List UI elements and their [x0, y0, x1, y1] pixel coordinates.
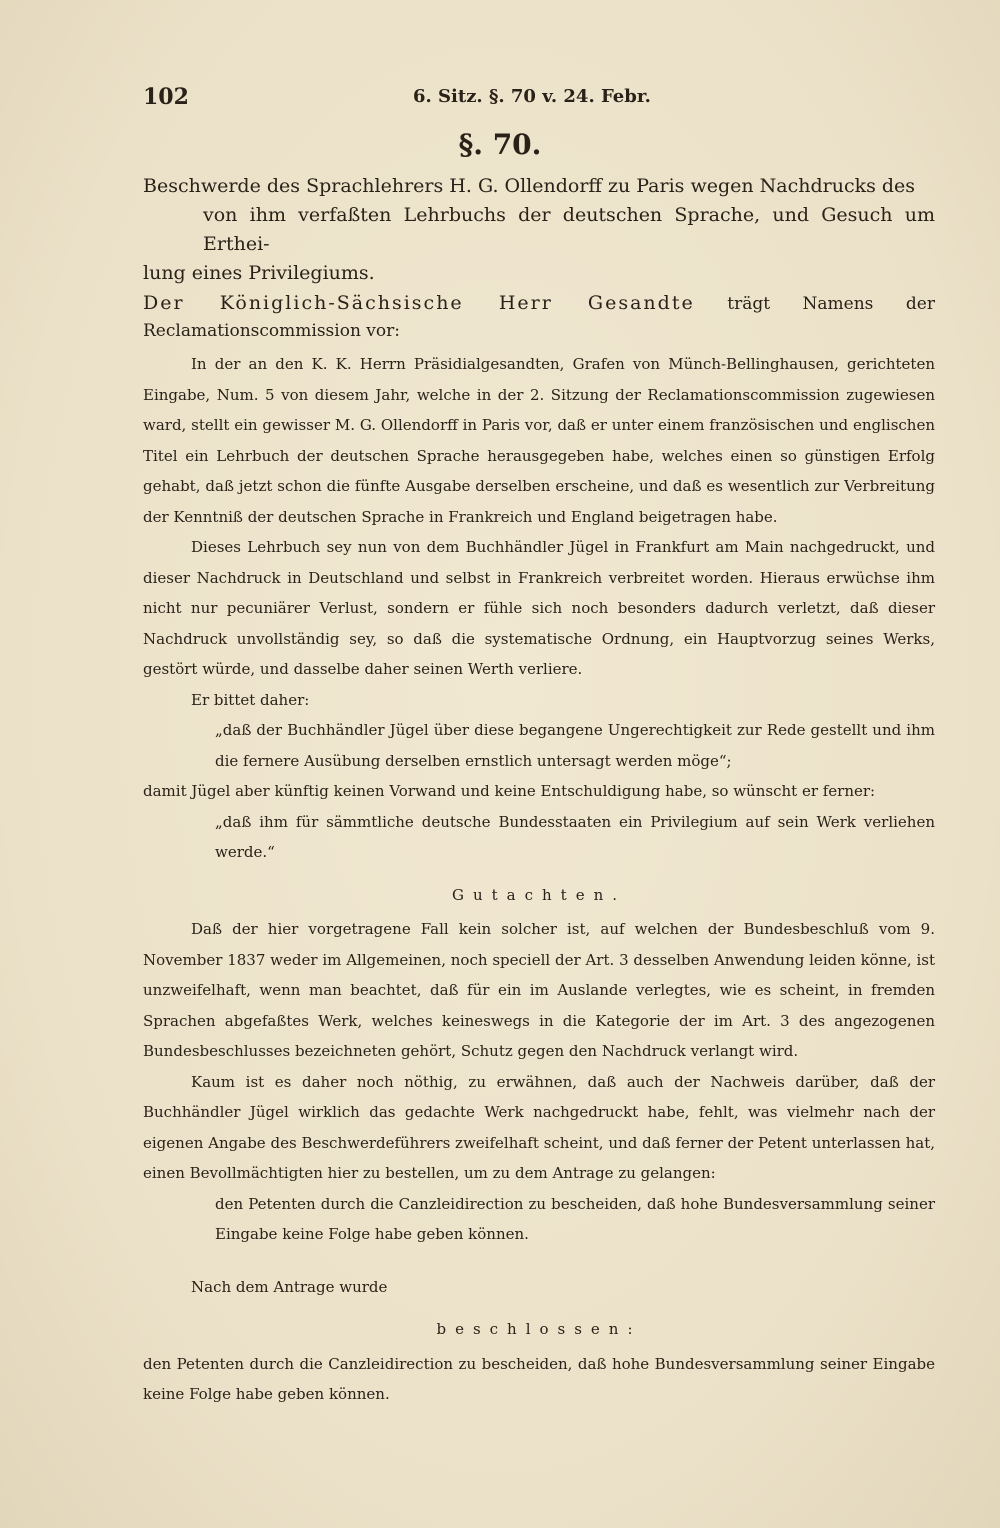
- gutachten-heading: Gutachten.: [451, 885, 626, 904]
- heading-line-2: von ihm verfaßten Lehrbuchs der deutschen Sprache, und Gesuch um Erthei-: [203, 204, 935, 255]
- paragraph-1: In der an den K. K. Herrn Präsidialgesandten, Grafen von Münch-Bellinghausen, gerichteten Eingabe, Num. 5 von diesem Jahr, welche in der 2. Sitzung der Reclamationscommission zugewiesen ward, stellt ein gewisser M. G. Ollendorff in Paris vor, daß er unter einem französischen und englischen Titel ein Lehrbuch der deutschen Sprache herausgegeben habe, welches einen so günstigen Erfolg gehabt, daß jetzt schon die fünfte Ausgabe derselben erscheine, und daß es wesentlich zur Verbreitung der Kenntniß der deutschen Sprache in Frankreich und England beigetragen habe.: [143, 355, 935, 526]
- paragraph-8: den Petenten durch die Canzleidirection zu bescheiden, daß hohe Bundesversammlung seiner Eingabe keine Folge habe geben können.: [143, 1354, 935, 1403]
- intro-rest: trägt Namens der Reclamationscommission vor:: [143, 294, 935, 341]
- page-number: 102: [143, 84, 189, 110]
- paragraph-3: Er bittet daher:: [191, 690, 310, 709]
- quote-1: „daß der Buchhändler Jügel über diese begangene Ungerechtigkeit zur Rede gestellt und ihm die fernere Ausübung derselben ernstlich untersagt werden möge“;: [215, 721, 935, 770]
- body-text: [143, 172, 935, 1410]
- paragraph-6: Kaum ist es daher noch nöthig, zu erwähnen, daß auch der Nachweis darüber, daß der Buchhändler Jügel wirklich das gedachte Werk nachgedruckt habe, fehlt, was vielmehr nach der eigenen Angabe des Beschwerdeführers zweifelhaft scheint, und daß ferner der Petent unterlassen hat, einen Bevollmächtigten hier zu bestellen, um zu dem Antrage zu gelangen:: [143, 1072, 935, 1182]
- paragraph-2: Dieses Lehrbuch sey nun von dem Buchhändler Jügel in Frankfurt am Main nachgedruckt, und dieser Nachdruck in Deutschland und selbst in Frankreich verbreitet worden. Hieraus erwüchse ihm nicht nur pecuniärer Verlust, sondern er fühle sich noch besonders dadurch verletzt, daß dieser Nachdruck unvollständig sey, so daß die systematische Ordnung, ein Hauptvorzug seines Werks, gestört würde, und dasselbe daher seinen Werth verliere.: [143, 538, 935, 678]
- beschlossen-heading: beschlossen:: [436, 1320, 642, 1338]
- section-heading-text: [143, 172, 935, 288]
- paragraph-4: damit Jügel aber künftig keinen Vorwand und keine Entschuldigung habe, so wünscht er ferner:: [143, 782, 876, 800]
- quote-3: den Petenten durch die Canzleidirection zu bescheiden, daß hohe Bundesversammlung seiner Eingabe keine Folge habe geben können.: [215, 1194, 935, 1243]
- paragraph-7: Nach dem Antrage wurde: [191, 1277, 388, 1296]
- quote-2: „daß ihm für sämmtliche deutsche Bundesstaaten ein Privilegium auf sein Werk verliehen werde.“: [215, 812, 935, 861]
- intro-paragraph: [143, 290, 935, 345]
- heading-line-1: Beschwerde des Sprachlehrers H. G. Ollendorff zu Paris wegen Nachdrucks des: [143, 175, 916, 197]
- running-head: 6. Sitz. §. 70 v. 24. Febr.: [413, 86, 651, 107]
- spacer: [143, 1250, 935, 1272]
- intro-speaker: Der Königlich-Sächsische Herr Gesandte: [143, 292, 695, 314]
- section-title: §. 70.: [458, 128, 542, 161]
- page-header: [143, 84, 933, 118]
- heading-line-3: lung eines Privilegiums.: [143, 262, 375, 284]
- paragraph-5: Daß der hier vorgetragene Fall kein solcher ist, auf welchen der Bundesbeschluß vom 9. November 1837 weder im Allgemeinen, noch speciell der Art. 3 desselben Anwendung leiden könne, ist unzweifelhaft, wenn man beachtet, daß für ein im Auslande verlegtes, wie es scheint, in fremden Sprachen abgefaßtes Werk, welches keineswegs in die Kategorie der im Art. 3 des angezogenen Bundesbeschlusses bezeichneten gehört, Schutz gegen den Nachdruck verlangt wird.: [143, 920, 935, 1060]
